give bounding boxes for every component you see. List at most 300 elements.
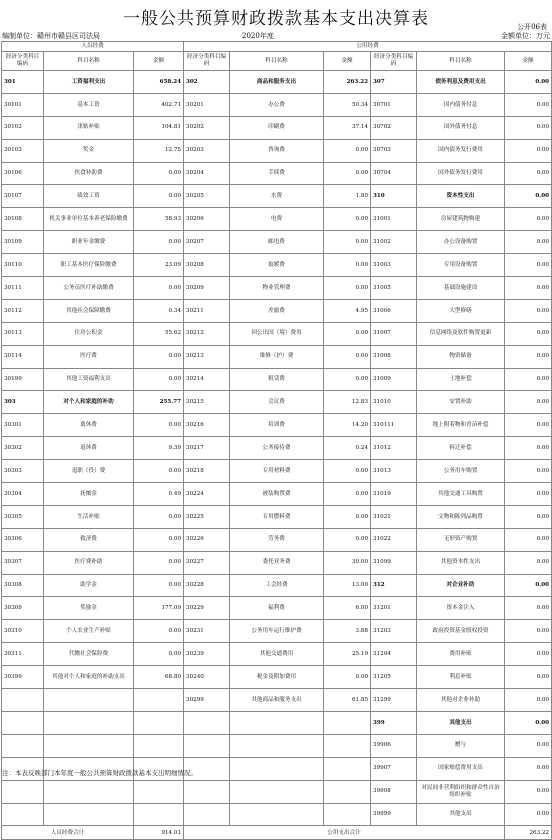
code-cell: 30306 (2, 528, 44, 551)
code-cell: 31009 (371, 368, 417, 391)
name-cell: 职业年金缴费 (44, 231, 134, 254)
table-row (2, 711, 552, 734)
code-cell: 30102 (2, 116, 44, 139)
code-cell: 30216 (184, 414, 230, 437)
name-cell: 费用补贴 (417, 643, 505, 666)
name-cell: 物资储备 (417, 345, 505, 368)
col-amount: 金额 (324, 52, 371, 71)
name-cell: 租赁费 (230, 368, 324, 391)
amount-cell (134, 689, 184, 712)
amount-cell: 0.00 (505, 620, 552, 643)
code-cell: 312 (371, 574, 417, 597)
name-cell: 国家赔偿费用支出 (417, 757, 505, 780)
code-cell: 31007 (371, 322, 417, 345)
amount-cell: 0.00 (324, 528, 371, 551)
amount-cell: 402.71 (134, 93, 184, 116)
amount-cell: 6.00 (324, 597, 371, 620)
code-cell: 31019 (371, 483, 417, 506)
amount-cell: 12.83 (324, 391, 371, 414)
amount-cell: 0.00 (505, 460, 552, 483)
code-cell: 30110 (2, 254, 44, 277)
amount-cell: 263.22 (324, 71, 371, 94)
name-cell: 其他对企业补助 (417, 689, 505, 712)
name-cell: 医疗费 (44, 345, 134, 368)
amount-cell: 0.00 (134, 162, 184, 185)
code-cell: 39906 (371, 734, 417, 757)
name-cell: 医疗费补助 (44, 551, 134, 574)
personnel-total-label: 人员经费合计 (2, 826, 134, 840)
name-cell: 生活补贴 (44, 505, 134, 528)
amount-cell (324, 734, 371, 757)
public-total-label: 公用支出合计 (184, 826, 505, 840)
code-cell: 31012 (371, 437, 417, 460)
amount-cell: 50.34 (324, 93, 371, 116)
code-cell: 30206 (184, 208, 230, 231)
code-cell: 31203 (371, 620, 417, 643)
name-cell: 职工基本医疗保险缴费 (44, 254, 134, 277)
amount-cell: 0.00 (324, 322, 371, 345)
name-cell: 国内债务发行费用 (417, 139, 505, 162)
name-cell: 取暖费 (230, 254, 324, 277)
code-cell: 30240 (184, 666, 230, 689)
code-cell: 31205 (371, 666, 417, 689)
name-cell: 其他社会保障缴费 (44, 299, 134, 322)
amount-cell: 23.09 (134, 254, 184, 277)
name-cell: 维修（护）费 (230, 345, 324, 368)
group-header-row (2, 42, 552, 52)
table-row (2, 162, 552, 185)
code-cell: 30211 (184, 299, 230, 322)
code-cell: 30201 (184, 93, 230, 116)
code-cell: 31002 (371, 231, 417, 254)
amount-cell: 0.00 (134, 528, 184, 551)
amount-cell: 55.62 (134, 322, 184, 345)
table-row (2, 345, 552, 368)
name-cell: 其他资本性支出 (417, 551, 505, 574)
name-cell (44, 689, 134, 712)
name-cell (44, 780, 134, 803)
amount-cell: 0.34 (134, 299, 184, 322)
name-cell: 政府投资基金股权投资 (417, 620, 505, 643)
amount-cell: 0.00 (324, 231, 371, 254)
name-cell: 专用设备购置 (417, 254, 505, 277)
name-cell: 劳务费 (230, 528, 324, 551)
code-cell: 30101 (2, 93, 44, 116)
name-cell: 被装购置费 (230, 483, 324, 506)
name-cell: 利息补贴 (417, 666, 505, 689)
name-cell: 资本性支出 (417, 185, 505, 208)
totals-row (2, 826, 552, 840)
amount-cell: 0.00 (134, 277, 184, 300)
amount-cell: 0.00 (505, 345, 552, 368)
code-cell (184, 711, 230, 734)
amount-cell: 0.00 (505, 162, 552, 185)
code-cell: 30225 (184, 505, 230, 528)
name-cell: 公务用车运行维护费 (230, 620, 324, 643)
amount-cell: 37.14 (324, 116, 371, 139)
meta-row (2, 31, 550, 41)
amount-cell: 13.00 (324, 574, 371, 597)
code-cell: 30310 (2, 620, 44, 643)
name-cell: 津贴补贴 (44, 116, 134, 139)
name-cell: 邮电费 (230, 231, 324, 254)
amount-cell: 0.00 (134, 643, 184, 666)
code-cell: 30112 (2, 299, 44, 322)
name-cell: 离休费 (44, 414, 134, 437)
code-cell: 31005 (371, 277, 417, 300)
amount-cell: 104.81 (134, 116, 184, 139)
table-row (2, 277, 552, 300)
amount-cell: 0.00 (505, 803, 552, 826)
amount-cell: 0.00 (505, 643, 552, 666)
personnel-total-value: 914.01 (134, 826, 184, 840)
amount-cell: 0.49 (134, 483, 184, 506)
page-title: 一般公共预算财政拨款基本支出决算表 (123, 9, 429, 29)
table-row (2, 368, 552, 391)
code-cell: 30228 (184, 574, 230, 597)
code-cell: 30103 (2, 139, 44, 162)
name-cell: 个人农业生产补贴 (44, 620, 134, 643)
amount-cell: 3.88 (324, 620, 371, 643)
code-cell: 30311 (2, 643, 44, 666)
code-cell: 30217 (184, 437, 230, 460)
code-cell: 31201 (371, 597, 417, 620)
name-cell: 文物和陈列品购置 (417, 505, 505, 528)
amount-cell (324, 780, 371, 803)
name-cell: 救济费 (44, 528, 134, 551)
name-cell: 基础设施建设 (417, 277, 505, 300)
amount-cell: 255.77 (134, 391, 184, 414)
code-cell: 39999 (371, 803, 417, 826)
amount-cell: 0.00 (505, 277, 552, 300)
amount-cell: 0.00 (505, 414, 552, 437)
code-cell: 30305 (2, 505, 44, 528)
name-cell: 物业管理费 (230, 277, 324, 300)
code-cell: 30205 (184, 185, 230, 208)
code-cell: 30214 (184, 368, 230, 391)
table-row (2, 551, 552, 574)
amount-cell: 0.00 (134, 231, 184, 254)
amount-cell (134, 711, 184, 734)
amount-cell: 0.24 (324, 437, 371, 460)
col-code: 经济分类科目编码 (371, 52, 417, 71)
amount-cell: 0.00 (134, 460, 184, 483)
code-cell: 30704 (371, 162, 417, 185)
name-cell: 差旅费 (230, 299, 324, 322)
code-cell (184, 734, 230, 757)
name-cell: 资本金注入 (417, 597, 505, 620)
public-header: 公用经费 (184, 42, 552, 52)
name-cell: 公务接待费 (230, 437, 324, 460)
code-cell: 31099 (371, 551, 417, 574)
code-cell: 31001 (371, 208, 417, 231)
name-cell (230, 803, 324, 826)
form-number: 公开06表 (517, 23, 547, 31)
code-cell (2, 689, 44, 712)
code-cell (2, 734, 44, 757)
amount-cell: 0.00 (505, 368, 552, 391)
amount-cell: 0.00 (505, 505, 552, 528)
code-cell: 30209 (184, 277, 230, 300)
table-row (2, 505, 552, 528)
amount-cell: 0.00 (134, 574, 184, 597)
col-amount: 金额 (134, 52, 184, 71)
name-cell: 手续费 (230, 162, 324, 185)
table-row (2, 666, 552, 689)
amount-cell: 58.93 (134, 208, 184, 231)
table-row (2, 254, 552, 277)
col-name: 科目名称 (44, 52, 134, 71)
amount-cell: 0.00 (324, 139, 371, 162)
year-label: 2020年度 (242, 32, 274, 40)
amount-cell (324, 757, 371, 780)
code-cell: 31013 (371, 460, 417, 483)
name-cell: 工资福利支出 (44, 71, 134, 94)
code-cell: 30231 (184, 620, 230, 643)
name-cell (230, 757, 324, 780)
code-cell: 39907 (371, 757, 417, 780)
table-row (2, 597, 552, 620)
code-cell: 30239 (184, 643, 230, 666)
name-cell: 其他支出 (417, 803, 505, 826)
name-cell: 伙食补助费 (44, 162, 134, 185)
footnote: 注：本表反映部门本年度一般公共预算财政拨款基本支出明细情况。 (2, 769, 197, 777)
amount-cell: 0.00 (505, 528, 552, 551)
code-cell: 30303 (2, 460, 44, 483)
code-cell: 31008 (371, 345, 417, 368)
name-cell: 其他交通费用 (230, 643, 324, 666)
name-cell: 其他商品和服务支出 (230, 689, 324, 712)
name-cell (230, 734, 324, 757)
code-cell: 30207 (184, 231, 230, 254)
name-cell: 奖金 (44, 139, 134, 162)
amount-cell: 1.80 (324, 185, 371, 208)
table-row (2, 185, 552, 208)
code-cell: 30213 (184, 345, 230, 368)
amount-cell: 0.00 (134, 505, 184, 528)
amount-cell: 0.00 (505, 231, 552, 254)
code-cell: 301 (2, 71, 44, 94)
name-cell: 专用燃料费 (230, 505, 324, 528)
code-cell: 303 (2, 391, 44, 414)
name-cell: 地上附着物和青苗补偿 (417, 414, 505, 437)
code-cell: 30701 (371, 93, 417, 116)
name-cell: 公务用车购置 (417, 460, 505, 483)
amount-cell (134, 780, 184, 803)
code-cell: 310111 (371, 414, 417, 437)
amount-cell: 0.00 (134, 345, 184, 368)
amount-cell: 0.00 (505, 666, 552, 689)
name-cell: 咨询费 (230, 139, 324, 162)
table-row (2, 689, 552, 712)
name-cell: 水费 (230, 185, 324, 208)
name-cell: 商品和服务支出 (230, 71, 324, 94)
amount-cell: 0.00 (324, 483, 371, 506)
amount-cell: 0.00 (324, 254, 371, 277)
amount-cell (324, 711, 371, 734)
name-cell: 对民间非营利组织和群众性自治组织补贴 (417, 780, 505, 803)
name-cell: 会议费 (230, 391, 324, 414)
code-cell: 31299 (371, 689, 417, 712)
code-cell: 30304 (2, 483, 44, 506)
code-cell: 399 (371, 711, 417, 734)
name-cell: 退休费 (44, 437, 134, 460)
table-row (2, 93, 552, 116)
code-cell: 31022 (371, 528, 417, 551)
amount-cell: 0.00 (505, 139, 552, 162)
code-cell (2, 711, 44, 734)
name-cell: 奖励金 (44, 597, 134, 620)
amount-cell: 0.00 (505, 299, 552, 322)
name-cell: 代缴社会保险费 (44, 643, 134, 666)
amount-cell: 0.00 (134, 368, 184, 391)
code-cell: 30224 (184, 483, 230, 506)
code-cell: 30308 (2, 574, 44, 597)
code-cell: 302 (184, 71, 230, 94)
amount-cell: 61.85 (324, 689, 371, 712)
code-cell: 30703 (371, 139, 417, 162)
amount-cell: 0.00 (505, 437, 552, 460)
amount-cell: 0.00 (505, 391, 552, 414)
name-cell: 拆迁补偿 (417, 437, 505, 460)
amount-cell: 177.09 (134, 597, 184, 620)
name-cell: 办公设备购置 (417, 231, 505, 254)
code-cell: 30202 (184, 116, 230, 139)
name-cell: 福利费 (230, 597, 324, 620)
amount-cell: 0.00 (324, 505, 371, 528)
code-cell (2, 780, 44, 803)
name-cell: 国外债务发行费用 (417, 162, 505, 185)
name-cell: 机关事业单位基本养老保险缴费 (44, 208, 134, 231)
table-row (2, 208, 552, 231)
name-cell: 国外债务付息 (417, 116, 505, 139)
code-cell: 307 (371, 71, 417, 94)
name-cell: 绩效工资 (44, 185, 134, 208)
amount-cell: 0.00 (324, 460, 371, 483)
amount-cell (134, 803, 184, 826)
code-cell: 30215 (184, 391, 230, 414)
table-row (2, 116, 552, 139)
name-cell: 基本工资 (44, 93, 134, 116)
col-amount: 金额 (505, 52, 552, 71)
code-cell: 30208 (184, 254, 230, 277)
name-cell: 助学金 (44, 574, 134, 597)
name-cell: 抚恤金 (44, 483, 134, 506)
code-cell: 30227 (184, 551, 230, 574)
code-cell: 30229 (184, 597, 230, 620)
code-cell: 30113 (2, 322, 44, 345)
table-row (2, 574, 552, 597)
table-row (2, 528, 552, 551)
table-row (2, 139, 552, 162)
amount-cell: 0.00 (134, 414, 184, 437)
amount-cell: 0.00 (505, 93, 552, 116)
unit-label: 金额单位：万元 (501, 32, 550, 40)
code-cell: 30226 (184, 528, 230, 551)
code-cell: 30204 (184, 162, 230, 185)
name-cell: 债务利息及费用支出 (417, 71, 505, 94)
amount-cell: 0.00 (505, 322, 552, 345)
amount-cell: 0.00 (505, 780, 552, 803)
amount-cell: 0.00 (505, 734, 552, 757)
table-row (2, 643, 552, 666)
name-cell (44, 734, 134, 757)
table-row (2, 734, 552, 757)
code-cell: 31204 (371, 643, 417, 666)
table-row (2, 231, 552, 254)
name-cell: 电费 (230, 208, 324, 231)
name-cell: 办公费 (230, 93, 324, 116)
code-cell: 30108 (2, 208, 44, 231)
col-code: 经济分类科目编码 (184, 52, 230, 71)
table-row (2, 780, 552, 803)
table-row (2, 391, 552, 414)
code-cell: 30106 (2, 162, 44, 185)
name-cell: 其他对个人和家庭的补助支出 (44, 666, 134, 689)
amount-cell: 14.20 (324, 414, 371, 437)
amount-cell: 0.00 (505, 574, 552, 597)
amount-cell: 0.00 (505, 185, 552, 208)
amount-cell: 0.00 (505, 597, 552, 620)
name-cell: 税金及附加费用 (230, 666, 324, 689)
code-cell: 30299 (184, 689, 230, 712)
table-row (2, 437, 552, 460)
name-cell: 无形资产购置 (417, 528, 505, 551)
name-cell: 房屋建筑物购建 (417, 208, 505, 231)
code-cell (2, 803, 44, 826)
amount-cell: 25.19 (324, 643, 371, 666)
name-cell: 专用材料费 (230, 460, 324, 483)
name-cell: 印刷费 (230, 116, 324, 139)
amount-cell: 658.24 (134, 71, 184, 94)
amount-cell: 68.80 (134, 666, 184, 689)
name-cell (230, 711, 324, 734)
name-cell: 其他工资福利支出 (44, 368, 134, 391)
code-cell: 30109 (2, 231, 44, 254)
name-cell: 对个人和家庭的补助 (44, 391, 134, 414)
name-cell (230, 780, 324, 803)
amount-cell: 0.00 (505, 689, 552, 712)
amount-cell: 0.00 (324, 162, 371, 185)
code-cell: 30212 (184, 322, 230, 345)
amount-cell: 0.00 (505, 757, 552, 780)
code-cell: 30399 (2, 666, 44, 689)
code-cell (184, 780, 230, 803)
col-name: 科目名称 (417, 52, 505, 71)
amount-cell: 0.00 (505, 116, 552, 139)
amount-cell: 0.00 (134, 551, 184, 574)
amount-cell: 0.00 (505, 483, 552, 506)
amount-cell: 0.00 (324, 277, 371, 300)
amount-cell: 0.00 (134, 620, 184, 643)
code-cell: 31006 (371, 299, 417, 322)
table-row (2, 71, 552, 94)
name-cell: 大型修缮 (417, 299, 505, 322)
name-cell: 赠与 (417, 734, 505, 757)
table-row (2, 803, 552, 826)
amount-cell: 30.00 (324, 551, 371, 574)
name-cell: 住房公积金 (44, 322, 134, 345)
name-cell: 退职（役）费 (44, 460, 134, 483)
code-cell: 310 (371, 185, 417, 208)
name-cell: 土地补偿 (417, 368, 505, 391)
code-cell: 30199 (2, 368, 44, 391)
amount-cell: 0.00 (324, 666, 371, 689)
amount-cell: 0.00 (324, 368, 371, 391)
expenditure-table (1, 41, 552, 840)
code-cell: 31010 (371, 391, 417, 414)
code-cell: 30302 (2, 437, 44, 460)
